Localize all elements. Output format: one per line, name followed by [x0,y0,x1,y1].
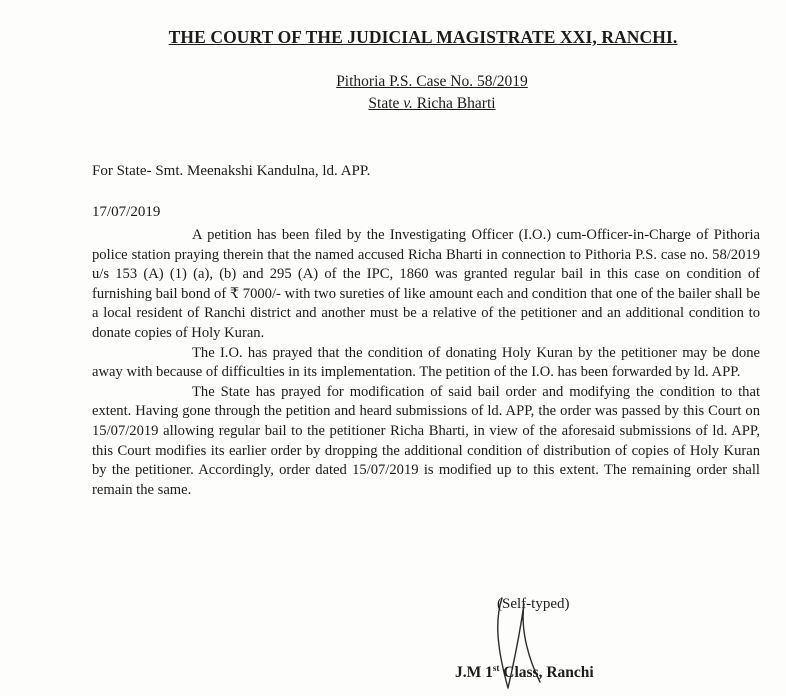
case-number: Pithoria P.S. Case No. 58/2019 [336,73,528,90]
court-title: THE COURT OF THE JUDICIAL MAGISTRATE XXI, RANCHI. [168,27,678,47]
self-typed-note: (Self-typed) [497,596,570,612]
order-paragraph: A petition has been filed by the Investigating Officer (I.O.) cum-Officer-in-Charge of Pithoria police station praying therein that the named accused Richa Bharti in connection to Pithoria P.S. case no. 58/2019 u/s 153 (A) (1) (a), (b) and 295 (A) of the IPC, 1860 was granted regular bail in this case on condition of furnishing bail bond of ₹ 7000/- with two sureties of like amount each and condition that one of the bailer shall be a local resident of Ranchi district and another must be a relative of the petitioner and an additional condition to donate copies of Holy Kuran. [92,227,760,341]
parties-versus: v. [403,95,413,112]
parties-accused: Richa Bharti [412,95,496,112]
parties-state: State [368,95,404,112]
designation-prefix: J.M 1 [455,664,493,682]
signatory-designation [455,663,594,682]
designation-suffix: Class, Ranchi [499,664,594,682]
order-body [92,226,760,500]
for-state-line: For State- Smt. Meenakshi Kandulna, ld. APP. [92,163,371,179]
designation-superscript: st [492,663,500,673]
case-parties [0,95,786,113]
order-paragraph: The State has prayed for modification of said bail order and modifying the condition to that extent. Having gone through the petition and heard submissions of ld. APP, the order was passed by this Court on 15/07/2019 allowing regular bail to the petitioner Richa Bharti, in view of the aforesaid submissions of ld. APP, this Court modifies its earlier order by dropping the additional condition of distribution of copies of Holy Kuran by the petitioner. Accordingly, order dated 15/07/2019 is modified up to this extent. The remaining order shall remain the same. [92,383,760,498]
order-paragraph: The I.O. has prayed that the condition of donating Holy Kuran by the petitioner may be done away with because of difficulties in its implementation. The petition of the I.O. has been forwarded by ld. APP. [92,344,760,381]
order-date: 17/07/2019 [92,204,161,220]
